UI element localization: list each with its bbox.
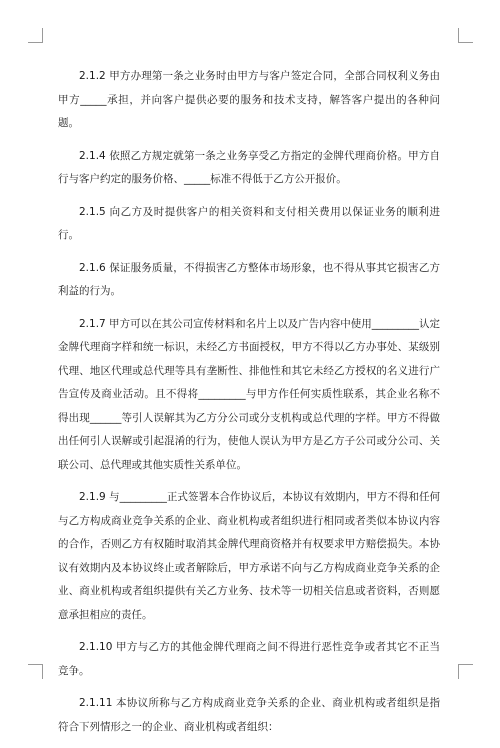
clause-2-1-6: 2.1.6 保证服务质量，不得损害乙方整体市场形象，也不得从事其它损害乙方利益的行为。: [58, 261, 440, 297]
clause-2-1-5: 2.1.5 向乙方及时提供客户的相关资料和支付相关费用以保证业务的顺利进行。: [58, 205, 440, 241]
clause-2-1-7: 2.1.7 甲方可以在其公司宣传材料和名片上以及广告内容中使用_________认定金牌代理商字样和统一标识，未经乙方书面授权，甲方不得以乙方办事处、某级别代理、地区代理或总代理等具有垄断性、排他性和其它未经乙方授权的名义进行广告宣传及商业活动。且不得将_________与甲方作任何实质性联系，其企业名称不得出现______等引人误解其为乙方分公司或分支机构或总代理的字样。甲方不得做出任何引人误解或引起混淆的行为，使他人误认为甲方是乙方子公司或分公司、关联公司、总代理或其他实质性关系单位。: [58, 317, 440, 471]
crop-mark-top-left: [28, 28, 43, 43]
clause-2-1-4: 2.1.4 依照乙方规定就第一条之业务享受乙方指定的金牌代理商价格。甲方自行与客户约定的服务价格、_____标准不得低于乙方公开报价。: [58, 149, 440, 185]
clause-2-1-10: 2.1.10 甲方与乙方的其他金牌代理商之间不得进行恶性竞争或者其它不正当竞争。: [58, 641, 440, 677]
crop-mark-bottom-right: [458, 664, 473, 679]
clause-2-1-11: 2.1.11 本协议所称与乙方构成商业竞争关系的企业、商业机构或者组织是指符合下列情形之一的企业、商业机构或者组织：: [58, 697, 440, 733]
clause-2-1-9: 2.1.9 与_________正式签署本合作协议后，本协议有效期内，甲方不得和任何与乙方构成商业竞争关系的企业、商业机构或者组织进行相同或者类似本协议内容的合作，否则乙方有权随时取消其金牌代理商资格并有权要求甲方赔偿损失。本协议有效期内及本协议终止或者解除后，甲方承诺不向与乙方构成商业竞争关系的企业、商业机构或者组织提供有关乙方业务、技术等一切相关信息或者资料，否则愿意承担相应的责任。: [58, 491, 440, 621]
clause-2-1-2: 2.1.2 甲方办理第一条之业务时由甲方与客户签定合同，全部合同权利义务由甲方_____承担，并向客户提供必要的服务和技术支持，解答客户提出的各种问题。: [58, 70, 440, 129]
crop-mark-bottom-left: [28, 664, 43, 679]
document-body: [58, 65, 440, 748]
crop-mark-top-right: [458, 28, 473, 43]
